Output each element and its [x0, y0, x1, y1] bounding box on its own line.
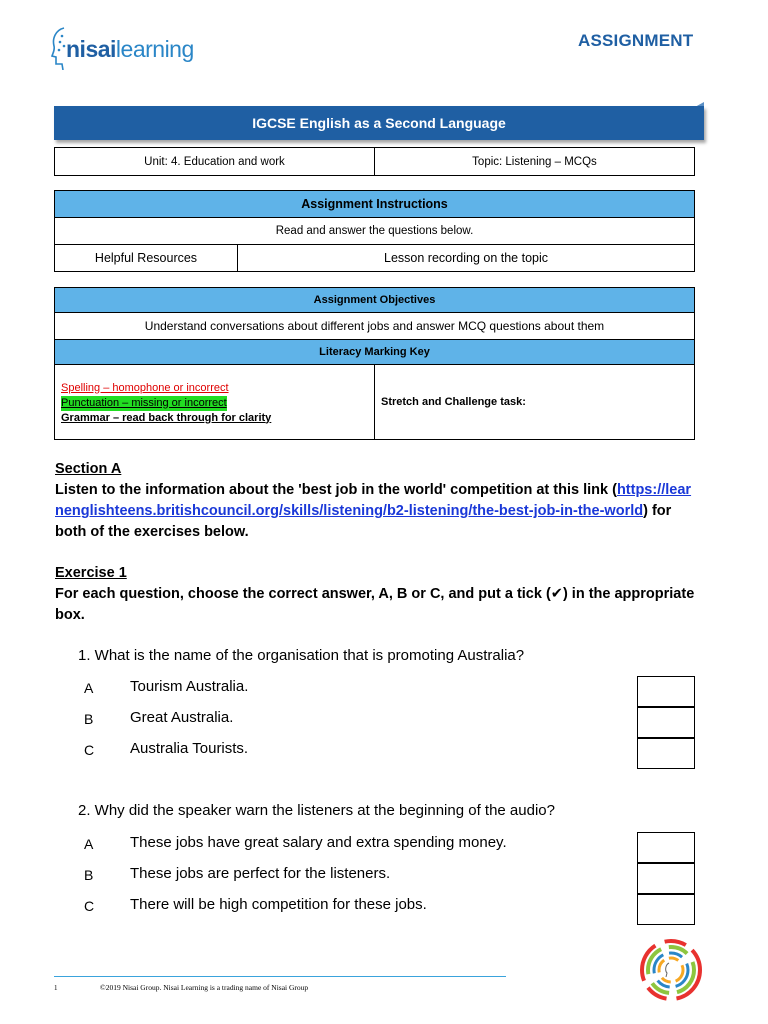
footer-page-number: 1 [54, 984, 58, 992]
q1-option-a-tick-box[interactable] [637, 676, 695, 707]
q2-option-a-letter: A [84, 836, 94, 852]
stretch-challenge-cell: Stretch and Challenge task: [375, 365, 695, 440]
section-a [55, 459, 695, 543]
q1-option-a-text: Tourism Australia. [130, 678, 249, 695]
q2-option-b-tick-box[interactable] [637, 863, 695, 894]
instructions-text: Read and answer the questions below. [55, 218, 695, 245]
section-a-intro-block [55, 480, 695, 543]
q2-option-a-tick-box[interactable] [637, 832, 695, 863]
q2-option-c-text: There will be high competition for these jobs. [130, 896, 427, 913]
footer-divider [54, 976, 506, 977]
q2-option-b-text: These jobs are perfect for the listeners. [130, 865, 391, 882]
q1-option-b-text: Great Australia. [130, 709, 234, 726]
objectives-header: Assignment Objectives [55, 288, 695, 313]
resources-label: Helpful Resources [55, 245, 238, 272]
question-1: 1. What is the name of the organisation that is promoting Australia? [78, 647, 525, 664]
instructions-table [54, 190, 695, 272]
logo-part2: learning [115, 36, 194, 62]
section-a-title: Section A [55, 461, 122, 477]
logo-wordmark [66, 36, 194, 63]
exercise-1 [55, 563, 695, 626]
nisai-circle-logo-icon [636, 935, 706, 1005]
q2-option-a-text: These jobs have great salary and extra spending money. [130, 834, 507, 851]
exercise-1-instruction: For each question, choose the correct answer, A, B or C, and put a tick (✔) in the appropriate box. [55, 586, 695, 623]
key-grammar: Grammar – read back through for clarity [61, 411, 272, 424]
marking-key-header: Literacy Marking Key [55, 340, 695, 365]
q1-option-c-text: Australia Tourists. [130, 740, 249, 757]
q1-option-b-letter: B [84, 711, 94, 727]
instructions-header: Assignment Instructions [55, 191, 695, 218]
unit-cell: Unit: 4. Education and work [55, 148, 375, 176]
q1-option-b-tick-box[interactable] [637, 707, 695, 738]
objectives-table [54, 287, 695, 440]
topic-cell: Topic: Listening – MCQs [375, 148, 695, 176]
resources-value: Lesson recording on the topic [238, 245, 695, 272]
nisai-logo [50, 26, 220, 72]
q1-option-c-letter: C [84, 742, 95, 758]
unit-topic-table [54, 147, 695, 176]
q1-option-c-tick-box[interactable] [637, 738, 695, 769]
resource-link[interactable]: https://learnenglishteens.britishcouncil.org/skills/listening/b2-listening/the-best-job-in-the-world [55, 482, 692, 519]
q2-option-c-tick-box[interactable] [637, 894, 695, 925]
section-a-intro: Listen to the information about the 'best job in the world' competition at this link [55, 482, 609, 498]
exercise-1-title: Exercise 1 [55, 565, 127, 581]
document-type-label: ASSIGNMENT [578, 31, 694, 50]
link-open-paren: ( [612, 482, 617, 498]
course-title-banner: IGCSE English as a Second Language [54, 106, 704, 140]
after-link-text: ) for both of the exercises below. [55, 503, 672, 540]
q2-option-b-letter: B [84, 867, 94, 883]
logo-part1: nisai [66, 36, 116, 62]
key-punctuation: Punctuation – missing or incorrect [61, 396, 227, 409]
question-2: 2. Why did the speaker warn the listeners at the beginning of the audio? [78, 802, 555, 819]
footer-copyright: ©2019 Nisai Group. Nisai Learning is a trading name of Nisai Group [100, 983, 309, 992]
key-spelling: Spelling – homophone or incorrect [61, 381, 229, 394]
q1-option-a-letter: A [84, 680, 94, 696]
marking-key-cell [55, 365, 375, 440]
objectives-text: Understand conversations about different jobs and answer MCQ questions about them [55, 313, 695, 340]
q2-option-c-letter: C [84, 898, 95, 914]
